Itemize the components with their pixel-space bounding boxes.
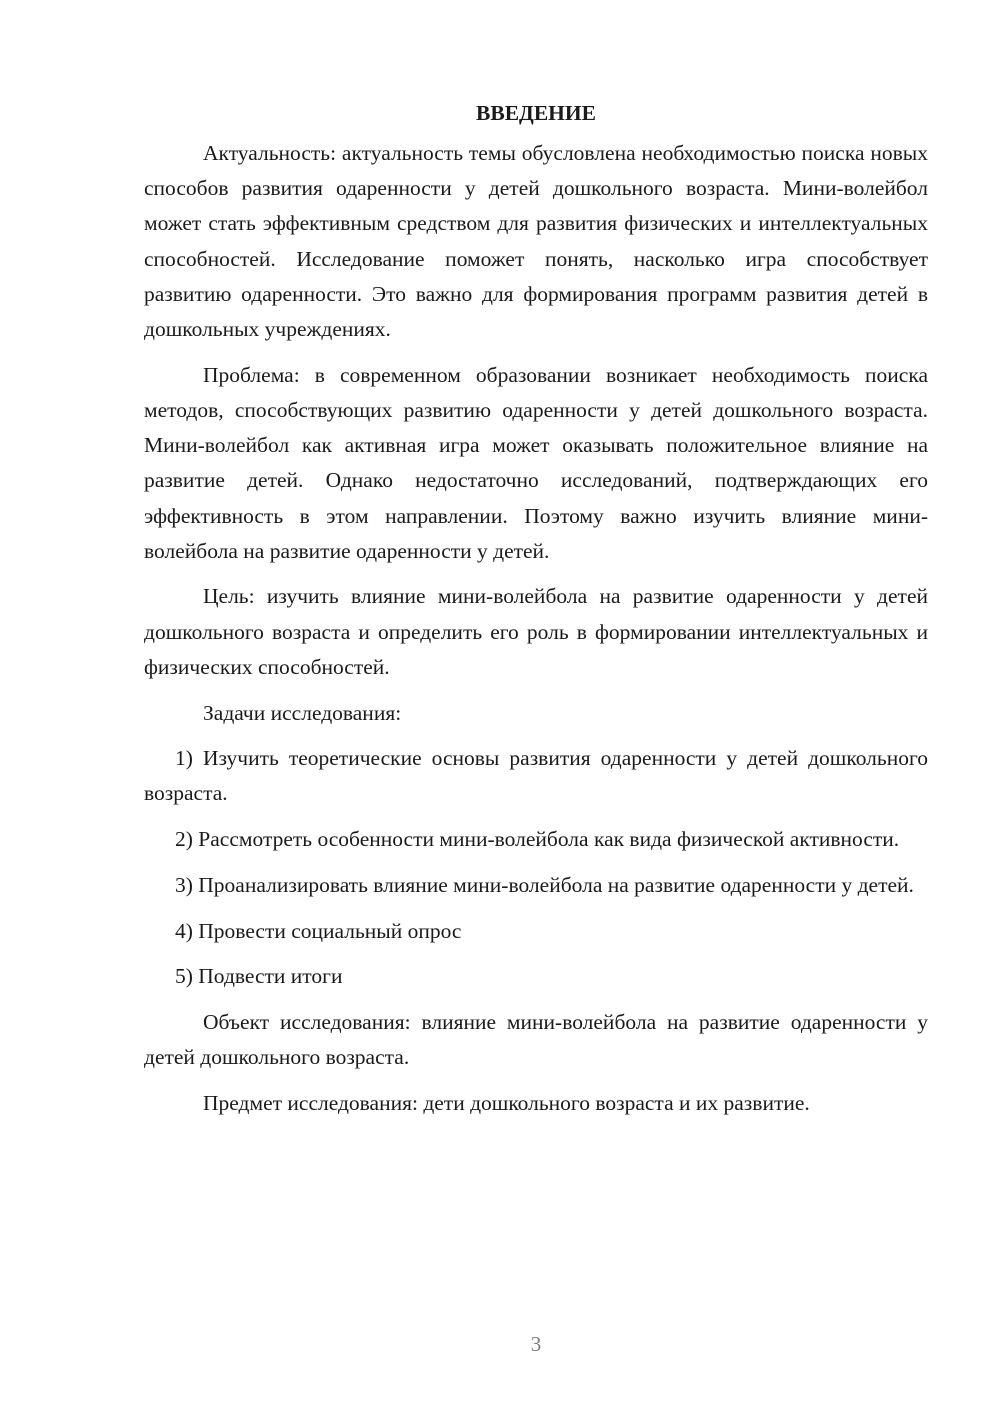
relevance-paragraph: Актуальность: актуальность темы обусловлена необходимостью поиска новых способов развития одаренности у детей дошкольного возраста. Мини-волейбол может стать эффективным средством для развития физических и интеллектуальных способностей. Исследование поможет понять, насколько игра способствует развитию одаренности. Это важно для формирования программ развития детей в дошкольных учреждениях. (144, 141, 928, 342)
page-number: 3 (530, 1332, 542, 1356)
task-item-2: 2) Рассмотреть особенности мини-волейбола как вида физической активности. (175, 827, 900, 852)
object-paragraph: Объект исследования: влияние мини-волейбола на развитие одаренности у детей дошкольного возраста. (144, 1009, 928, 1070)
goal-paragraph: Цель: изучить влияние мини-волейбола на развитие одаренности у детей дошкольного возраста и определить его роль в формировании интеллектуальных и физических способностей. (144, 584, 928, 679)
page-title: ВВЕДЕНИЕ (476, 101, 596, 125)
subject-paragraph: Предмет исследования: дети дошкольного возраста и их развитие. (203, 1090, 810, 1115)
task-item-4: 4) Провести социальный опрос (175, 918, 462, 943)
page-content (144, 96, 928, 1132)
task-item-1: 1) Изучить теоретические основы развития одаренности у детей дошкольного возраста. (144, 746, 928, 806)
task-item-3: 3) Проанализировать влияние мини-волейбола на развитие одаренности у детей. (175, 872, 914, 897)
problem-paragraph: Проблема: в современном образовании возникает необходимость поиска методов, способствующих развитию одаренности у детей дошкольного возраста. Мини-волейбол как активная игра может оказывать положительное влияние на развитие детей. Однако недостаточно исследований, подтверждающих его эффективность в этом направлении. Поэтому важно изучить влияние мини-волейбола на развитие одаренности у детей. (144, 362, 928, 563)
task-item-5: 5) Подвести итоги (175, 964, 343, 989)
tasks-heading: Задачи исследования: (203, 700, 402, 725)
